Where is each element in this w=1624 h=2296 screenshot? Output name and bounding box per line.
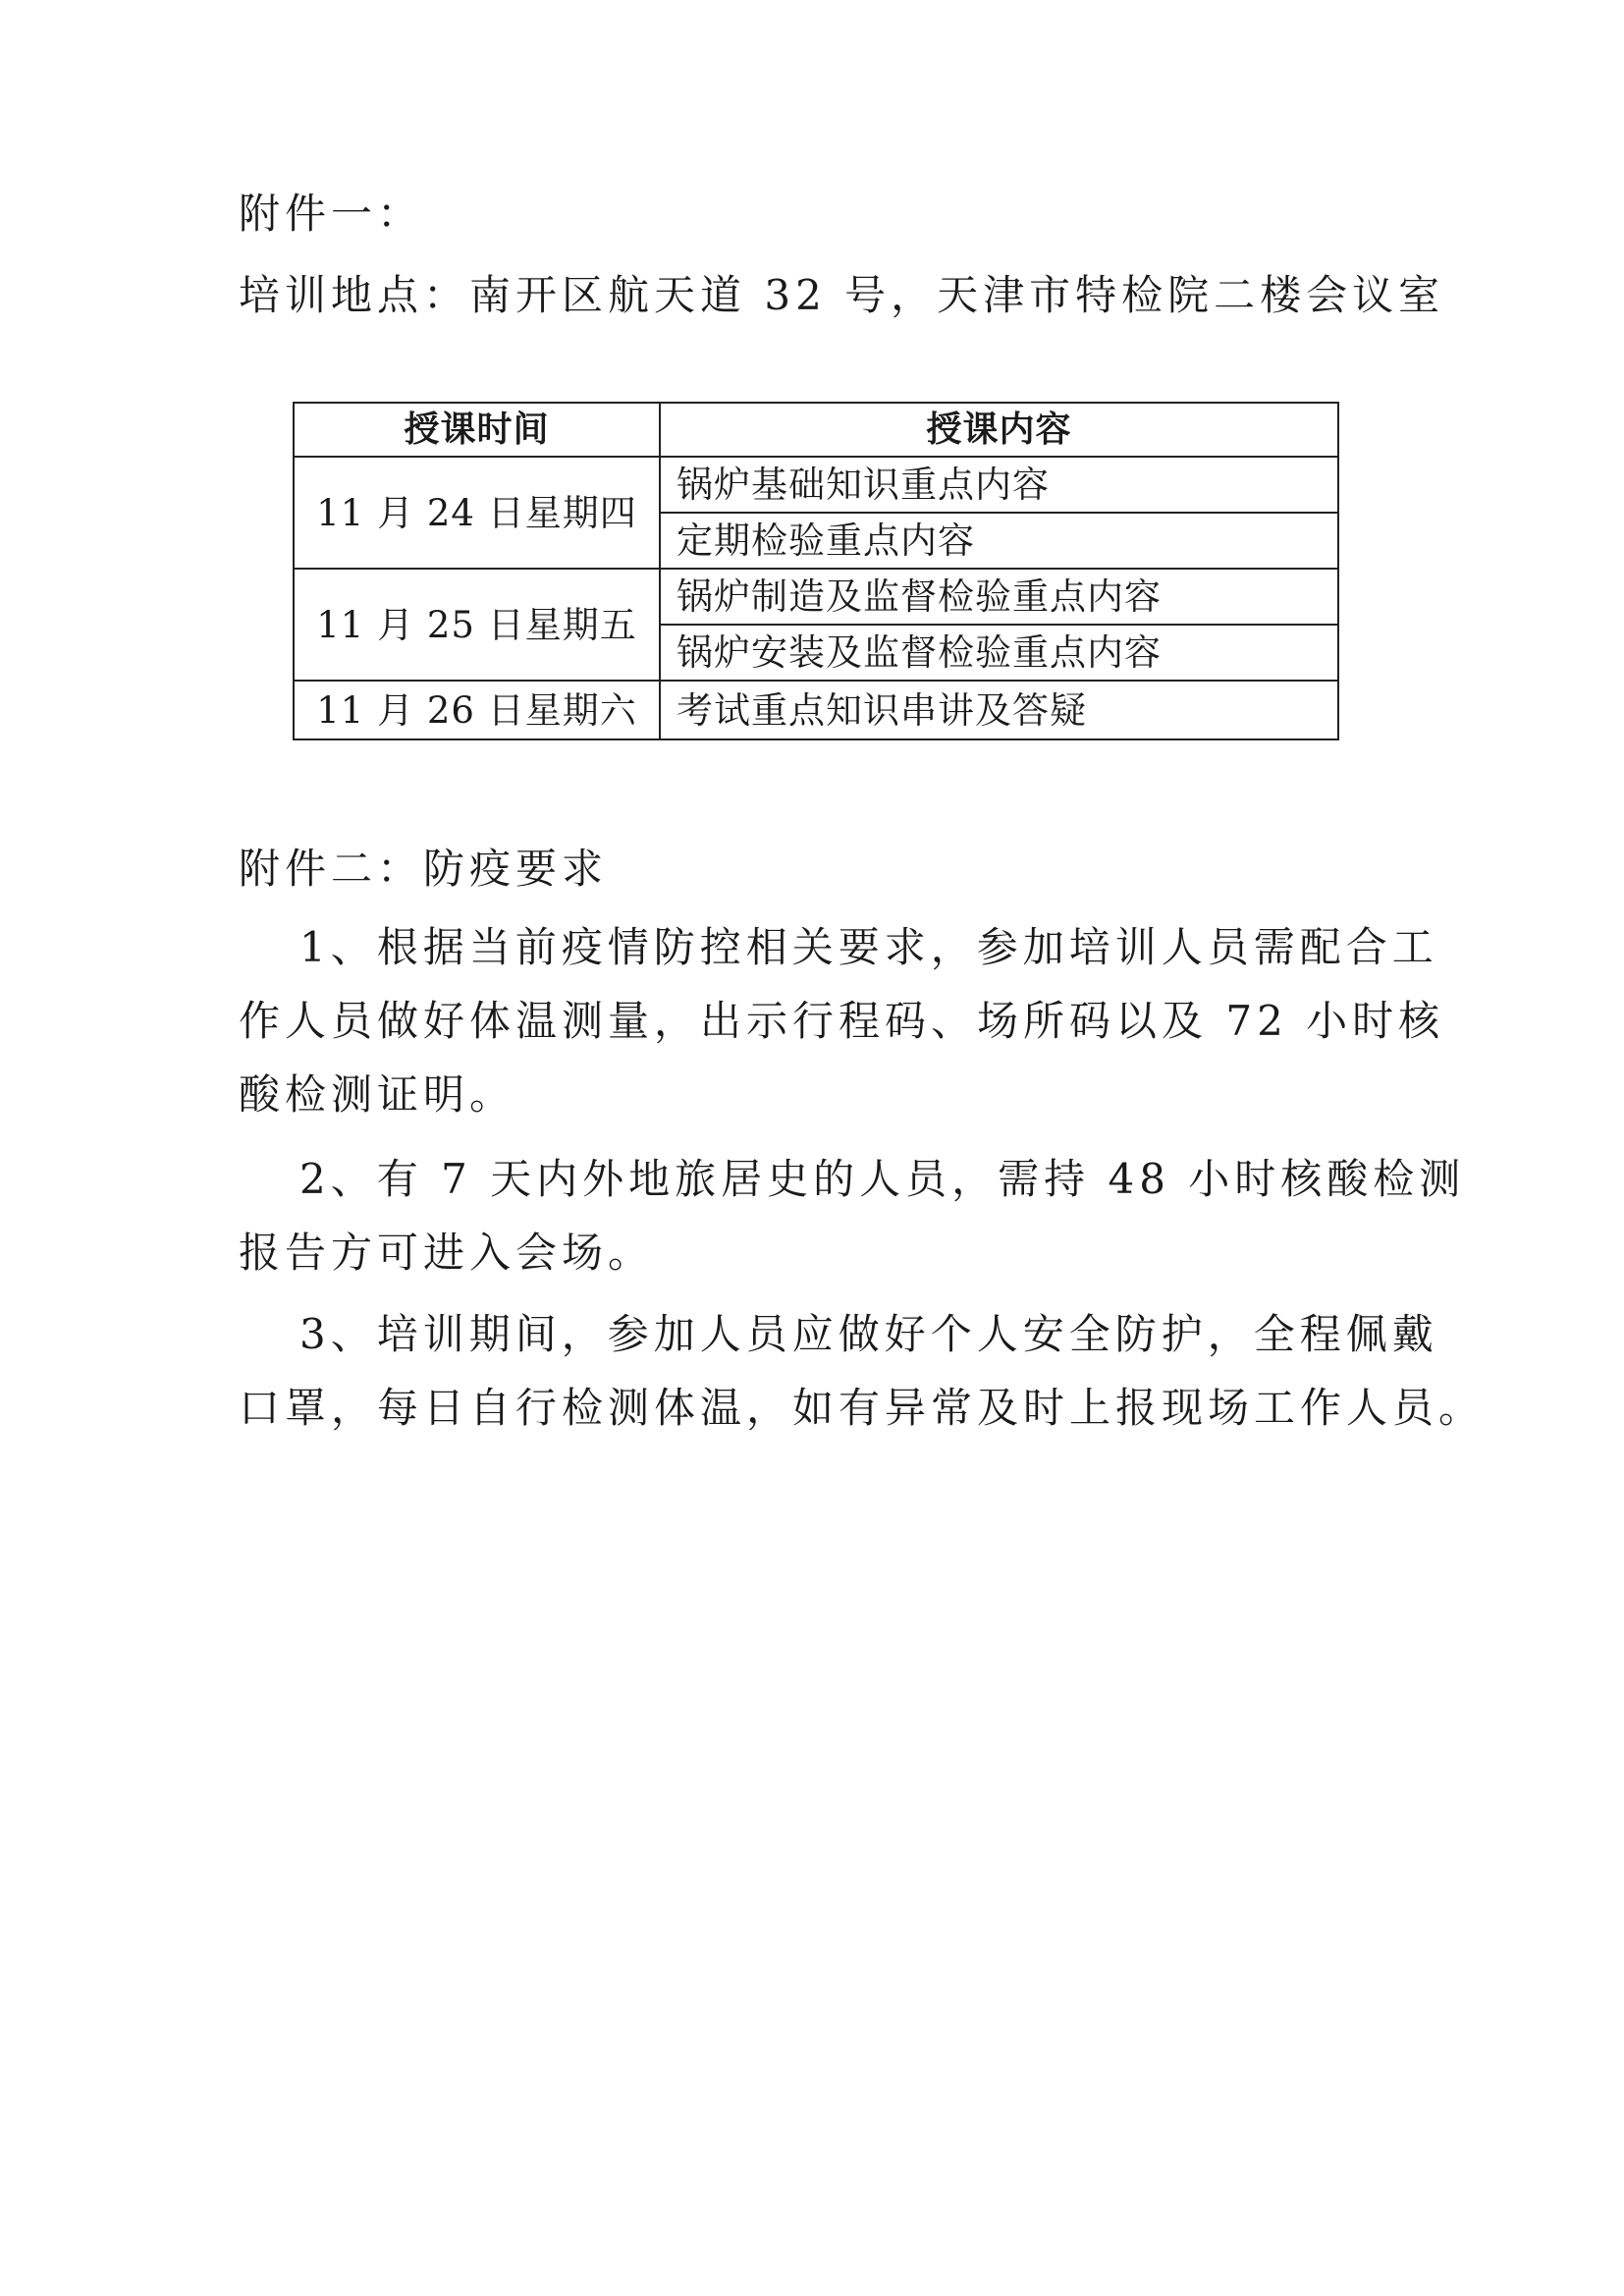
requirement-item-3 [239,1310,1486,1461]
table-row [294,569,1338,625]
paragraph-line: 1、根据当前疫情防控相关要求，参加培训人员需配合工 [299,923,1438,971]
paragraph-line: 酸检测证明。 [239,1070,516,1119]
header-content: 授课内容 [660,403,1338,457]
requirement-item-1 [239,923,1445,1148]
attachment2-heading: 附件二：防疫要求 [239,845,609,893]
schedule-table [293,402,1339,740]
paragraph-line: 口罩，每日自行检测体温，如有异常及时上报现场工作人员。 [239,1384,1486,1432]
day-date: 11 月 26 日星期六 [294,681,660,739]
header-time: 授课时间 [294,403,660,457]
course-item: 锅炉制造及监督检验重点内容 [660,569,1338,625]
table-row [294,681,1338,739]
paragraph-line: 2、有 7 天内外地旅居史的人员，需持 48 小时核酸检测 [299,1155,1466,1203]
course-item: 锅炉安装及监督检验重点内容 [660,625,1338,681]
table-header-row [294,403,1338,457]
paragraph-line: 报告方可进入会场。 [239,1229,655,1277]
attachment1-heading: 附件一： [239,190,424,238]
course-item: 锅炉基础知识重点内容 [660,457,1338,513]
paragraph-line: 3、培训期间，参加人员应做好个人安全防护，全程佩戴 [299,1310,1438,1358]
course-item: 考试重点知识串讲及答疑 [660,681,1338,739]
day-date: 11 月 24 日星期四 [294,457,660,569]
day-date: 11 月 25 日星期五 [294,569,660,681]
course-item: 定期检验重点内容 [660,513,1338,569]
paragraph-line: 作人员做好体温测量，出示行程码、场所码以及 72 小时核 [239,997,1445,1045]
training-location: 培训地点：南开区航天道 32 号，天津市特检院二楼会议室 [239,271,1445,319]
table-row [294,457,1338,513]
requirement-item-2 [239,1155,1466,1306]
